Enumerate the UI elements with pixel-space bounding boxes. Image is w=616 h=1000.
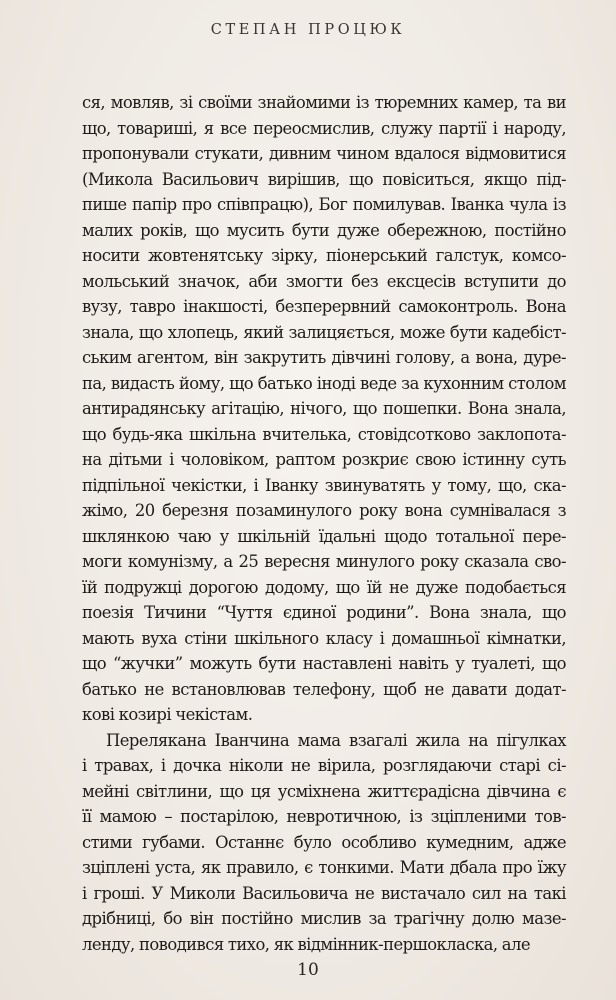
text-line: пропонували стукати, дивним чином вдалося відмовитися <box>82 144 566 163</box>
text-line: малих років, що мусить бути дуже обережною, постійно <box>82 220 566 240</box>
text-line: ся, мовляв, зі своїми знайомими із тюремних камер, та ви <box>82 93 566 112</box>
text-line: знала, що хлопець, який залицяється, може бути кадебіст- <box>82 322 566 342</box>
text-line: мейні світлини, що ця усміхнена життєрадісна дівчина є <box>82 781 566 801</box>
text-line: підпільної чекістки, і Іванку звинуватять у тому, що, ска- <box>82 475 566 495</box>
paragraph <box>82 90 566 728</box>
text-line: вузу, тавро інакшості, безперервний самоконтроль. Вона <box>82 297 566 316</box>
text-line: що будь-яка шкільна вчителька, стовідсотково заклопота- <box>82 424 566 444</box>
text-line: і гроші. У Миколи Васильовича не вистачало сил на такі <box>82 883 566 903</box>
text-line: що, товариші, я все переосмислив, служу партії і народу, <box>82 118 566 138</box>
text-line: носити жовтенятську зірку, піонерський галстук, комсо- <box>82 246 566 265</box>
text-line: батько не встановлював телефону, щоб не давати додат- <box>82 679 566 699</box>
text-line: жімо, 20 березня позаминулого року вона сумнівалася з <box>82 501 566 520</box>
text-line: на дітьми і чоловіком, раптом розкриє свою істинну суть <box>82 450 566 469</box>
text-line: кові козирі чекістам. <box>82 705 253 724</box>
text-line: (Микола Васильович вирішив, що повіситься, якщо під- <box>82 169 566 189</box>
body-text <box>82 90 566 957</box>
text-line: мають вуха стіни шкільного класу і домашньої кімнатки, <box>82 628 566 648</box>
text-line: па, видасть йому, що батько іноді веде за кухонним столом <box>82 373 566 393</box>
text-line: Перелякана Іванчина мама взагалі жила на пігулках <box>106 730 566 750</box>
text-line: антирадянську агітацію, нічого, що пошепки. Вона знала, <box>82 399 566 418</box>
text-line: стими губами. Останнє було особливо кумедним, адже <box>82 832 566 852</box>
text-line: пише папір про співпрацю), Бог помилував. Іванка чула із <box>82 195 566 214</box>
text-line: що “жучки” можуть бути наставлені навіть у туалеті, що <box>82 654 566 673</box>
paragraph <box>82 728 566 958</box>
text-line: поезія Тичини “Чуття єдиної родини”. Вона знала, що <box>82 603 566 622</box>
running-header: СТЕПАН ПРОЦЮК <box>210 22 406 38</box>
text-line: дрібниці, бо він постійно мислив за трагічну долю мазе- <box>82 909 566 928</box>
page-number: 10 <box>297 960 319 980</box>
text-line: шклянкою чаю у шкільній їдальні щодо тотальної пере- <box>82 526 566 546</box>
text-line: її мамою – постарілою, невротичною, із зціпленими тов- <box>82 807 566 826</box>
text-line: ленду, поводився тихо, як відмінник-першокласка, але <box>82 934 531 954</box>
text-line: моги комунізму, а 25 вересня минулого року сказала сво- <box>82 552 566 571</box>
text-line: зціплені уста, як правило, є тонкими. Мати дбала про їжу <box>82 858 566 877</box>
text-line: їй подружці дорогою додому, що їй не дуже подобається <box>82 577 566 597</box>
text-line: ським агентом, він закрутить дівчині голову, а вона, дуре- <box>82 348 566 367</box>
text-line: мольський значок, аби змогти без ексцесів вступити до <box>82 271 566 291</box>
text-line: і травах, і дочка ніколи не вірила, розглядаючи старі сі- <box>82 756 566 775</box>
